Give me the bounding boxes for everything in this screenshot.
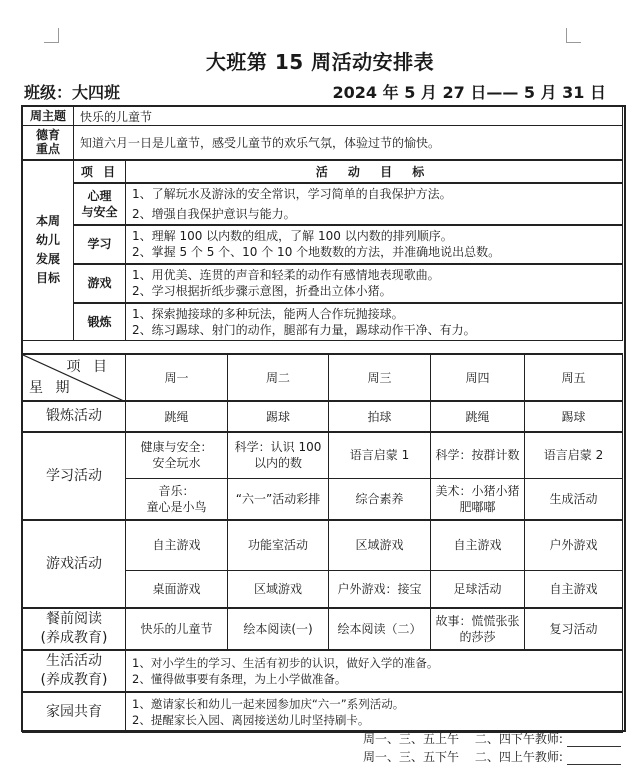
goals-table [22, 106, 623, 341]
goals-header-item: 项 目 [74, 160, 126, 183]
moral-focus-label-line2: 重点 [35, 142, 60, 157]
games-cell: 桌面游戏 [126, 570, 228, 608]
goals-label-line: 幼儿 [35, 233, 60, 247]
cell-line: 故事：慌慌张张 [435, 614, 520, 628]
reading-cell [228, 608, 329, 650]
week-theme-label: 周主题 [23, 107, 74, 126]
goal-row [23, 225, 623, 264]
learning-cell [126, 432, 228, 478]
day-header: 周一 [126, 354, 228, 401]
learning-cell [329, 478, 431, 520]
goal-item: 2、练习踢球、射门的动作，腿部有力量，踢球动作干净、有力。 [132, 322, 476, 337]
home-items [126, 692, 623, 732]
cell-line: 科学：认识 100 [234, 440, 322, 455]
cell-line: 美术：小猪小猪 [435, 483, 520, 498]
reading-cell [126, 608, 228, 650]
corner-header-cell [23, 354, 126, 401]
games-cell: 功能室活动 [228, 520, 329, 570]
corner-label-weekday: 星 期 [29, 380, 74, 396]
moral-focus-value: 知道六月一日是儿童节，感受儿童节的欢乐气氛，体验过节的愉快。 [74, 126, 623, 160]
cell-line: 生成活动 [549, 491, 598, 506]
exercise-row [23, 401, 623, 432]
cell-line: 音乐： [158, 483, 195, 498]
cell-line: 健康与安全： [140, 440, 213, 455]
goal-item: 1、探索抛接球的多种玩法，能两人合作玩抛接球。 [132, 306, 404, 321]
exercise-cell: 跳绳 [431, 401, 525, 432]
page-corner-mark-left [44, 28, 59, 43]
goal-category: 游戏 [74, 264, 126, 303]
cell-line: 语言启蒙 1 [349, 448, 410, 463]
games-cell: 户外游戏：接宝 [329, 570, 431, 608]
games-cell: 自主游戏 [525, 570, 623, 608]
goals-label-line: 本周 [35, 214, 60, 228]
goal-category: 锻炼 [74, 303, 126, 341]
teacher-signature-blank-2[interactable] [567, 752, 621, 765]
exercise-label: 锻炼活动 [23, 401, 126, 432]
development-goals-label [23, 160, 74, 341]
reading-label-line1: 餐前阅读 [46, 611, 102, 627]
date-range: 2024 年 5 月 27 日—— 5 月 31 日 [332, 83, 606, 102]
cell-line: 语言启蒙 2 [543, 448, 604, 463]
goal-category-line2: 与安全 [81, 204, 118, 219]
day-header: 周二 [228, 354, 329, 401]
goal-row [23, 264, 623, 303]
reading-cell [525, 608, 623, 650]
games-label: 游戏活动 [23, 520, 126, 608]
cell-line: 综合素养 [355, 491, 404, 506]
schedule-header-row [23, 354, 623, 401]
games-cell: 自主游戏 [126, 520, 228, 570]
footer-line-2 [363, 748, 621, 765]
goals-label-line: 发展 [35, 252, 60, 266]
learning-cell [431, 432, 525, 478]
home-label: 家园共育 [23, 692, 126, 732]
life-items [126, 650, 623, 692]
reading-cell [329, 608, 431, 650]
goal-item: 2、增强自我保护意识与能力。 [132, 206, 296, 221]
goal-items [126, 264, 623, 303]
home-row [23, 692, 623, 732]
goal-items [126, 303, 623, 341]
life-label [23, 650, 126, 692]
cell-line: 童心是小鸟 [146, 499, 207, 514]
life-item: 1、对小学生的学习、生活有初步的认识，做好入学的准备。 [132, 656, 439, 670]
footer-line-2-text: 周一、三、五下午 二、四上午教师: [363, 750, 563, 764]
goals-header-row [23, 160, 623, 183]
learning-cell [228, 478, 329, 520]
reading-row [23, 608, 623, 650]
cell-line: 的莎莎 [459, 630, 496, 644]
goal-item: 1、理解 100 以内数的组成，了解 100 以内数的排列顺序。 [132, 229, 453, 243]
life-label-line2: (养成教育) [40, 672, 108, 688]
footer-line-1 [363, 730, 621, 747]
exercise-cell: 踢球 [525, 401, 623, 432]
learning-row-1 [23, 432, 623, 478]
cell-line: 以内的数 [253, 456, 302, 471]
goals-header-goal: 活 动 目 标 [126, 160, 623, 183]
week-theme-row [23, 107, 623, 126]
reading-label-line2: (养成教育) [40, 630, 108, 646]
life-row [23, 650, 623, 692]
week-theme-value: 快乐的儿童节 [74, 107, 623, 126]
goal-item: 1、了解玩水及游泳的安全常识，学习简单的自我保护方法。 [132, 186, 452, 201]
games-cell: 区域游戏 [228, 570, 329, 608]
class-label: 班级：大四班 [24, 83, 121, 102]
schedule-table [22, 353, 623, 733]
moral-focus-label-line1: 德育 [35, 128, 60, 143]
teacher-signature-blank-1[interactable] [567, 734, 621, 747]
home-item: 2、提醒家长入园、离园接送幼儿时坚持刷卡。 [132, 713, 370, 728]
home-item: 1、邀请家长和幼儿一起来园参加庆“六一”系列活动。 [132, 697, 405, 712]
cell-line: 绘本阅读（二） [337, 622, 422, 636]
goal-row [23, 183, 623, 225]
document-title: 大班第 15 周活动安排表 [205, 50, 435, 74]
goal-category [74, 183, 126, 225]
moral-focus-row [23, 126, 623, 160]
day-header: 周四 [431, 354, 525, 401]
exercise-cell: 踢球 [228, 401, 329, 432]
cell-line: 复习活动 [549, 622, 598, 636]
learning-label: 学习活动 [23, 432, 126, 520]
learning-cell [228, 432, 329, 478]
life-item: 2、懂得做事要有条理，为上小学做准备。 [132, 672, 347, 686]
exercise-cell: 拍球 [329, 401, 431, 432]
games-cell: 足球活动 [431, 570, 525, 608]
exercise-cell: 跳绳 [126, 401, 228, 432]
goal-category-line1: 心理 [87, 188, 112, 203]
goal-items [126, 183, 623, 225]
games-cell: 自主游戏 [431, 520, 525, 570]
life-label-line1: 生活活动 [46, 653, 102, 669]
cell-line: 科学：按群计数 [435, 448, 520, 463]
footer-line-1-text: 周一、三、五上午 二、四下午教师: [363, 732, 563, 746]
goal-items [126, 225, 623, 264]
goal-item: 2、掌握 5 个 5 个、10 个 10 个地数数的方法，并准确地说出总数。 [132, 245, 501, 259]
cell-line: 快乐的儿童节 [140, 622, 213, 636]
learning-cell [431, 478, 525, 520]
day-header: 周五 [525, 354, 623, 401]
reading-label [23, 608, 126, 650]
learning-cell [525, 478, 623, 520]
reading-cell [431, 608, 525, 650]
goal-item: 2、学习根据折纸步骤示意图，折叠出立体小猪。 [132, 284, 392, 298]
cell-line: 安全玩水 [152, 456, 201, 471]
day-header: 周三 [329, 354, 431, 401]
cell-line: 肥嘟嘟 [459, 499, 496, 514]
page-corner-mark-right [566, 28, 581, 43]
goal-category: 学习 [74, 225, 126, 264]
games-cell: 区域游戏 [329, 520, 431, 570]
games-row-1 [23, 520, 623, 570]
cell-line: “六一”活动彩排 [235, 491, 321, 506]
learning-cell [329, 432, 431, 478]
cell-line: 绘本阅读(一) [243, 622, 313, 636]
games-cell: 户外游戏 [525, 520, 623, 570]
learning-cell [126, 478, 228, 520]
corner-label-item: 项 目 [66, 359, 111, 375]
learning-cell [525, 432, 623, 478]
goal-row [23, 303, 623, 341]
moral-focus-label [23, 126, 74, 160]
goal-item: 1、用优美、连贯的声音和轻柔的动作有感情地表现歌曲。 [132, 268, 440, 282]
goals-label-line: 目标 [35, 271, 60, 285]
